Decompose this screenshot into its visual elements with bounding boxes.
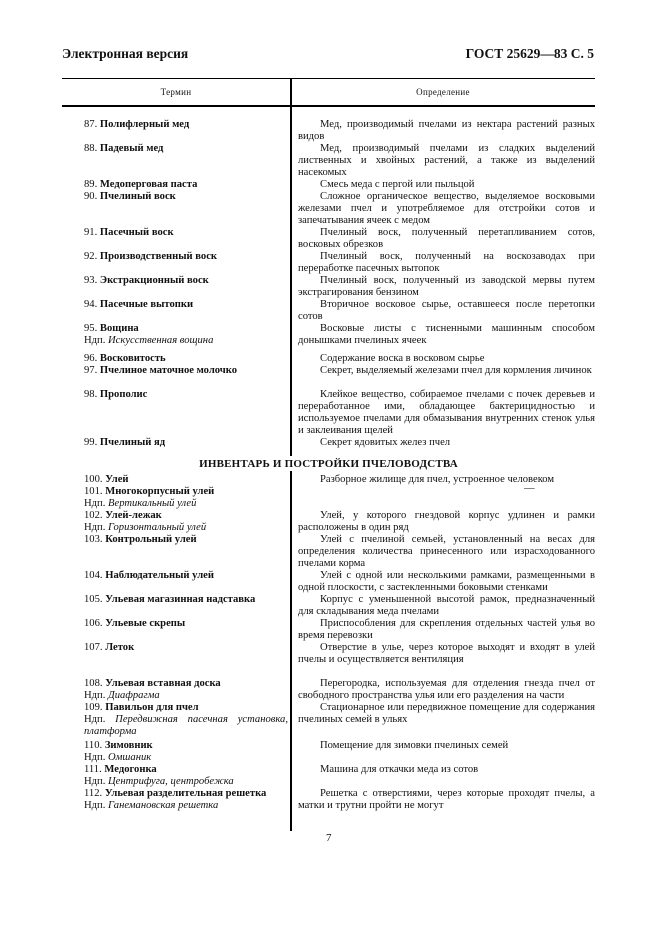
definition-cell: Машина для откачки меда из сотов bbox=[320, 764, 479, 775]
deprecated-term-text: Искусственная вощина bbox=[108, 334, 214, 346]
ndp-label: Ндп. bbox=[84, 689, 106, 701]
term-cell bbox=[84, 764, 288, 788]
term-number: 108. bbox=[84, 678, 103, 689]
definition-cell: Улей с пчелиной семьей, установленный на весах для определения количества принесенного или израсходованного пчелами корма bbox=[298, 534, 595, 569]
term-cell bbox=[84, 323, 288, 347]
deprecated-term bbox=[62, 522, 288, 534]
ndp-label: Ндп. bbox=[84, 775, 106, 787]
term-cell bbox=[84, 299, 288, 311]
term-name: Падевый мед bbox=[99, 143, 164, 154]
header-left: Электронная версия bbox=[62, 46, 189, 61]
term-number: 91. bbox=[84, 227, 98, 238]
term-number: 95. bbox=[84, 323, 98, 334]
definition-cell: Помещение для зимовки пчелиных семей bbox=[320, 740, 509, 751]
definition-cell: Пчелиный воск, полученный на воскозаводах при переработке пасечных вытопок bbox=[298, 251, 595, 274]
term-cell bbox=[84, 353, 288, 365]
column-divider bbox=[290, 471, 292, 831]
term-cell bbox=[84, 788, 288, 812]
term-number: 96. bbox=[84, 353, 98, 364]
term-cell bbox=[84, 510, 288, 534]
page-number: 7 bbox=[326, 832, 332, 844]
definition-cell: Улей, у которого гнездовой корпус удлинен и рамки расположены в один ряд bbox=[298, 510, 595, 533]
term-number: 110. bbox=[84, 740, 103, 751]
ndp-label: Ндп. bbox=[84, 713, 106, 725]
term-number: 87. bbox=[84, 119, 98, 130]
term-number: 103. bbox=[84, 534, 103, 545]
term-name: Восковитость bbox=[99, 353, 166, 364]
term-name: Многокорпусный улей bbox=[105, 486, 215, 497]
definition-cell: Секрет, выделяемый железами пчел для кормления личинок bbox=[320, 365, 592, 376]
term-cell bbox=[84, 486, 288, 510]
term-name: Ульевые скрепы bbox=[105, 618, 186, 629]
definition-cell: Отверстие в улье, через которое выходят и входят в улей пчелы и осуществляется вентиляция bbox=[298, 642, 595, 665]
term-name: Леток bbox=[105, 642, 135, 653]
definition-cell: Приспособления для скрепления отдельных частей улья во время перевозки bbox=[298, 618, 595, 641]
definition-cell: Решетка с отверстиями, через которые проходят пчелы, а матки и трутни пройти не могут bbox=[298, 788, 595, 811]
deprecated-term-text: Диафрагма bbox=[108, 689, 160, 701]
term-cell bbox=[84, 594, 288, 606]
term-number: 89. bbox=[84, 179, 98, 190]
term-cell bbox=[84, 534, 288, 546]
term-name: Павильон для пчел bbox=[105, 702, 199, 713]
definition-cell: Мед, производимый пчелами из нектара растений разных видов bbox=[298, 119, 595, 142]
term-cell bbox=[84, 179, 288, 191]
term-cell bbox=[84, 227, 288, 239]
term-cell bbox=[84, 570, 288, 582]
term-name: Пчелиное маточное молочко bbox=[99, 365, 238, 376]
term-number: 94. bbox=[84, 299, 98, 310]
term-number: 106. bbox=[84, 618, 103, 629]
term-name: Пчелиный яд bbox=[99, 437, 166, 448]
deprecated-term bbox=[62, 498, 288, 510]
term-name: Ульевая магазинная надставка bbox=[105, 594, 256, 605]
section-heading: ИНВЕНТАРЬ И ПОСТРОЙКИ ПЧЕЛОВОДСТВА bbox=[199, 458, 458, 470]
term-number: 105. bbox=[84, 594, 103, 605]
term-number: 100. bbox=[84, 474, 103, 485]
term-name: Медоперговая паста bbox=[99, 179, 198, 190]
term-number: 98. bbox=[84, 389, 98, 400]
term-cell bbox=[84, 678, 288, 702]
deprecated-term-text: Передвижная пасечная установка, платформа bbox=[84, 713, 288, 737]
deprecated-term bbox=[62, 800, 288, 812]
definition-cell: Содержание воска в восковом сырье bbox=[320, 353, 485, 364]
term-name: Ульевая вставная доска bbox=[105, 678, 221, 689]
term-name: Зимовник bbox=[104, 740, 153, 751]
term-number: 107. bbox=[84, 642, 103, 653]
deprecated-term bbox=[62, 690, 288, 702]
definition-cell: Перегородка, используемая для отделения гнезда пчел от свободного пространства улья или его разделения на части bbox=[298, 678, 595, 701]
column-header-definition: Определение bbox=[416, 87, 470, 97]
definition-cell: Улей с одной или несколькими рамками, размещенными в одной плоскости, с застекленными боковыми стенками bbox=[298, 570, 595, 593]
column-header-term: Термин bbox=[160, 87, 192, 97]
definition-cell: Пчелиный воск, полученный из заводской мервы путем экстрагирования бензином bbox=[298, 275, 595, 298]
term-name: Производственный воск bbox=[99, 251, 218, 262]
definition-cell: Стационарное или передвижное помещение для содержания пчелиных семей в ульях bbox=[298, 702, 595, 725]
header-right: ГОСТ 25629—83 С. 5 bbox=[465, 46, 594, 61]
deprecated-term bbox=[84, 714, 288, 738]
term-name: Наблюдательный улей bbox=[105, 570, 214, 581]
definition-cell: Разборное жилище для пчел, устроенное человеком bbox=[320, 474, 555, 485]
term-name: Пасечные вытопки bbox=[99, 299, 194, 310]
term-cell bbox=[84, 119, 288, 131]
ndp-label: Ндп. bbox=[84, 521, 106, 533]
term-cell bbox=[84, 437, 288, 449]
term-cell bbox=[84, 143, 288, 155]
definition-cell: Секрет ядовитых желез пчел bbox=[320, 437, 451, 448]
deprecated-term-text: Горизонтальный улей bbox=[108, 521, 207, 533]
term-name: Улей bbox=[105, 474, 129, 485]
term-name: Экстракционный воск bbox=[99, 275, 209, 286]
term-number: 102. bbox=[84, 510, 103, 521]
term-name: Полифлерный мед bbox=[99, 119, 190, 130]
term-cell bbox=[84, 251, 288, 263]
term-number: 88. bbox=[84, 143, 98, 154]
definition-cell: Мед, производимый пчелами из сладких выделений лиственных и хвойных растений, а также из выделений насекомых bbox=[298, 143, 595, 178]
term-cell bbox=[84, 702, 288, 738]
table-header bbox=[62, 78, 595, 107]
term-number: 97. bbox=[84, 365, 98, 376]
term-cell bbox=[84, 389, 288, 401]
definition-cell: Вторичное восковое сырье, оставшееся после перетопки сотов bbox=[298, 299, 595, 322]
column-divider bbox=[290, 78, 292, 456]
terms-table bbox=[62, 78, 595, 811]
term-name: Вощина bbox=[99, 323, 139, 334]
term-number: 109. bbox=[84, 702, 103, 713]
term-number: 104. bbox=[84, 570, 103, 581]
term-number: 93. bbox=[84, 275, 98, 286]
deprecated-term-text: Центрифуга, центробежка bbox=[108, 775, 234, 787]
dash: — bbox=[524, 483, 535, 494]
term-name: Медогонка bbox=[104, 764, 157, 775]
term-cell bbox=[84, 275, 288, 287]
definition-cell: Восковые листы с тисненными машинным способом донышками пчелиных ячеек bbox=[298, 323, 595, 346]
deprecated-term bbox=[62, 335, 288, 347]
definition-cell: Сложное органическое вещество, выделяемое восковыми железами пчел и употребляемое для отстройки сотов и запечатывания ячеек с медом bbox=[298, 191, 595, 226]
deprecated-term bbox=[62, 776, 288, 788]
term-number: 99. bbox=[84, 437, 98, 448]
term-cell bbox=[84, 365, 288, 377]
term-name: Контрольный улей bbox=[105, 534, 197, 545]
term-number: 112. bbox=[84, 788, 103, 799]
term-number: 90. bbox=[84, 191, 98, 202]
term-cell bbox=[84, 474, 288, 486]
term-number: 92. bbox=[84, 251, 98, 262]
term-name: Пчелиный воск bbox=[99, 191, 176, 202]
term-cell bbox=[84, 740, 288, 764]
ndp-label: Ндп. bbox=[84, 334, 106, 346]
term-number: 111. bbox=[84, 764, 102, 775]
term-cell bbox=[84, 642, 288, 654]
ndp-label: Ндп. bbox=[84, 751, 106, 763]
ndp-label: Ндп. bbox=[84, 799, 106, 811]
definition-cell: Корпус с уменьшенной высотой рамок, предназначенный для складывания меда пчелами bbox=[298, 594, 595, 617]
deprecated-term-text: Омшаник bbox=[108, 751, 152, 763]
deprecated-term-text: Ганемановская решетка bbox=[108, 799, 219, 811]
ndp-label: Ндп. bbox=[84, 497, 106, 509]
definition-cell: Пчелиный воск, полученный перетапливанием сотов, восковых обрезков bbox=[298, 227, 595, 250]
deprecated-term bbox=[62, 752, 288, 764]
deprecated-term-text: Вертикальный улей bbox=[108, 497, 197, 509]
term-name: Улей-лежак bbox=[105, 510, 162, 521]
term-name: Ульевая разделительная решетка bbox=[104, 788, 267, 799]
term-name: Пасечный воск bbox=[99, 227, 174, 238]
term-cell bbox=[84, 191, 288, 203]
term-cell bbox=[84, 618, 288, 630]
term-number: 101. bbox=[84, 486, 103, 497]
term-name: Прополис bbox=[99, 389, 148, 400]
definition-cell: Клейкое вещество, собираемое пчелами с почек деревьев и переработанное ими, обладающее бактерицидностью и используемое пчелами для обмазывания внутренних стенок улья и заклеивания щелей bbox=[298, 389, 595, 436]
definition-cell: Смесь меда с пергой или пыльцой bbox=[320, 179, 475, 190]
